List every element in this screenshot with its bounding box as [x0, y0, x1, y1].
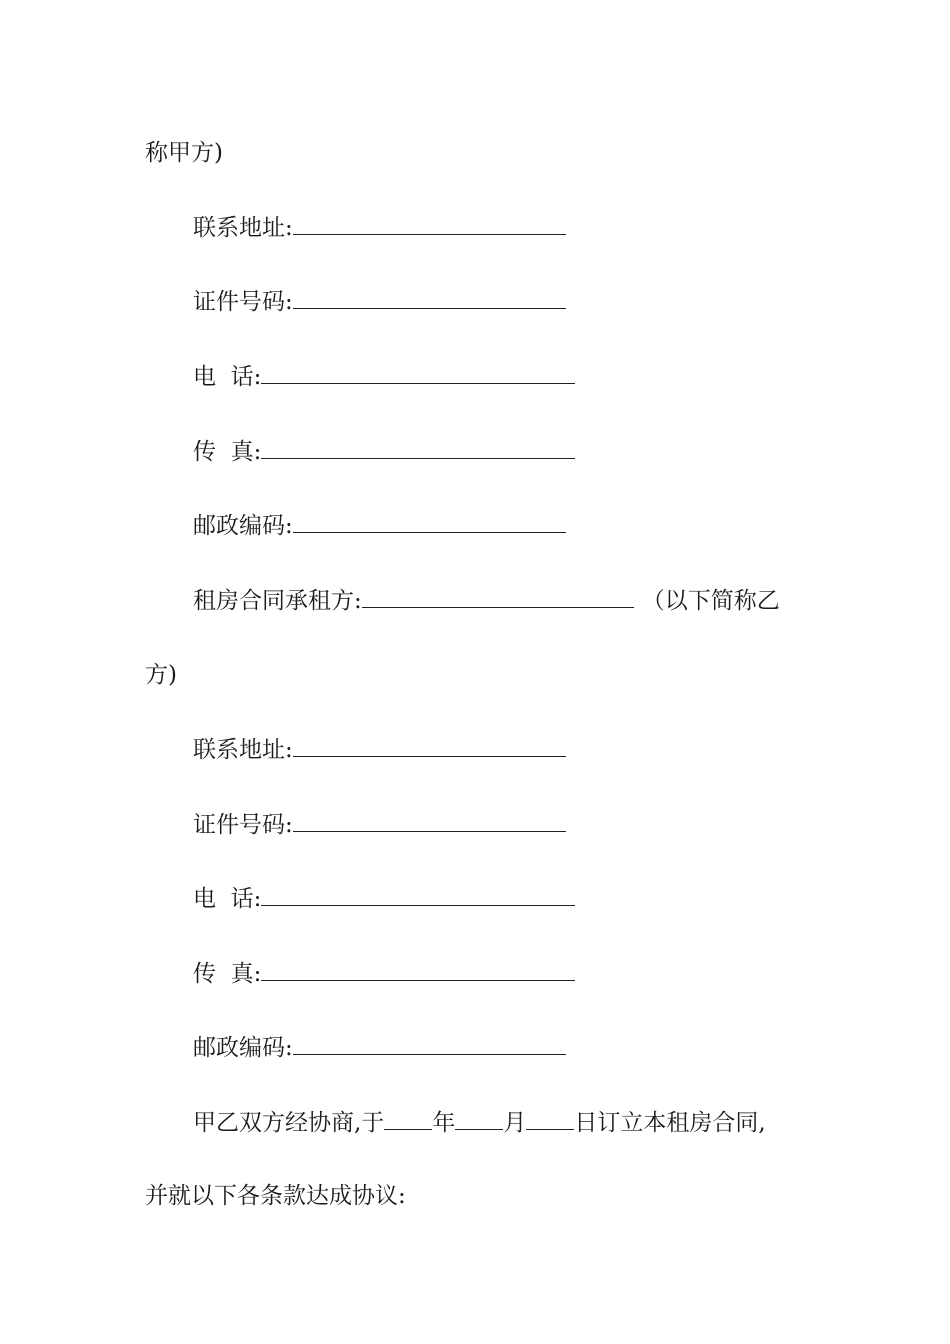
- id-number-blank[interactable]: [293, 286, 566, 309]
- party-b-line-end: 方): [145, 662, 177, 688]
- party-a-postcode-row: [193, 510, 566, 541]
- id-number-blank[interactable]: [293, 809, 566, 832]
- month-label: 月: [503, 1110, 527, 1136]
- party-a-phone-row: [193, 361, 575, 392]
- party-b-fax-row: [193, 958, 575, 989]
- agreement-date-row: [193, 1107, 766, 1138]
- id-number-label: 证件号码:: [193, 812, 293, 838]
- tenant-blank[interactable]: [362, 585, 634, 608]
- party-a-line-end: 称甲方): [145, 140, 223, 166]
- party-a-address-row: [193, 212, 566, 243]
- day-blank[interactable]: [526, 1107, 574, 1130]
- party-a-fax-row: [193, 436, 575, 467]
- fax-label: 传 真:: [193, 439, 262, 465]
- phone-blank[interactable]: [261, 883, 575, 906]
- address-label: 联系地址:: [193, 737, 293, 763]
- party-b-abbrev: （以下简称乙: [641, 588, 780, 614]
- fax-label: 传 真:: [193, 961, 262, 987]
- month-blank[interactable]: [455, 1107, 503, 1130]
- party-b-postcode-row: [193, 1032, 566, 1063]
- fax-blank[interactable]: [261, 436, 575, 459]
- postcode-blank[interactable]: [293, 1032, 566, 1055]
- address-blank[interactable]: [293, 212, 566, 235]
- agreement-intro: 甲乙双方经协商,于: [193, 1110, 385, 1136]
- phone-label: 电 话:: [193, 364, 262, 390]
- phone-blank[interactable]: [261, 361, 575, 384]
- phone-label: 电 话:: [193, 886, 262, 912]
- day-label: 日订立本租房合同,: [574, 1110, 766, 1136]
- fax-blank[interactable]: [261, 958, 575, 981]
- postcode-label: 邮政编码:: [193, 513, 293, 539]
- agreement-line-end: 并就以下各条款达成协议:: [145, 1183, 406, 1209]
- party-b-phone-row: [193, 883, 575, 914]
- address-label: 联系地址:: [193, 215, 293, 241]
- year-label: 年: [432, 1110, 456, 1136]
- year-blank[interactable]: [384, 1107, 432, 1130]
- postcode-label: 邮政编码:: [193, 1035, 293, 1061]
- id-number-label: 证件号码:: [193, 289, 293, 315]
- party-b-address-row: [193, 734, 566, 765]
- party-a-id-row: [193, 286, 566, 317]
- address-blank[interactable]: [293, 734, 566, 757]
- tenant-label: 租房合同承租方:: [193, 588, 362, 614]
- party-b-id-row: [193, 809, 566, 840]
- postcode-blank[interactable]: [293, 510, 566, 533]
- tenant-row: [193, 585, 780, 616]
